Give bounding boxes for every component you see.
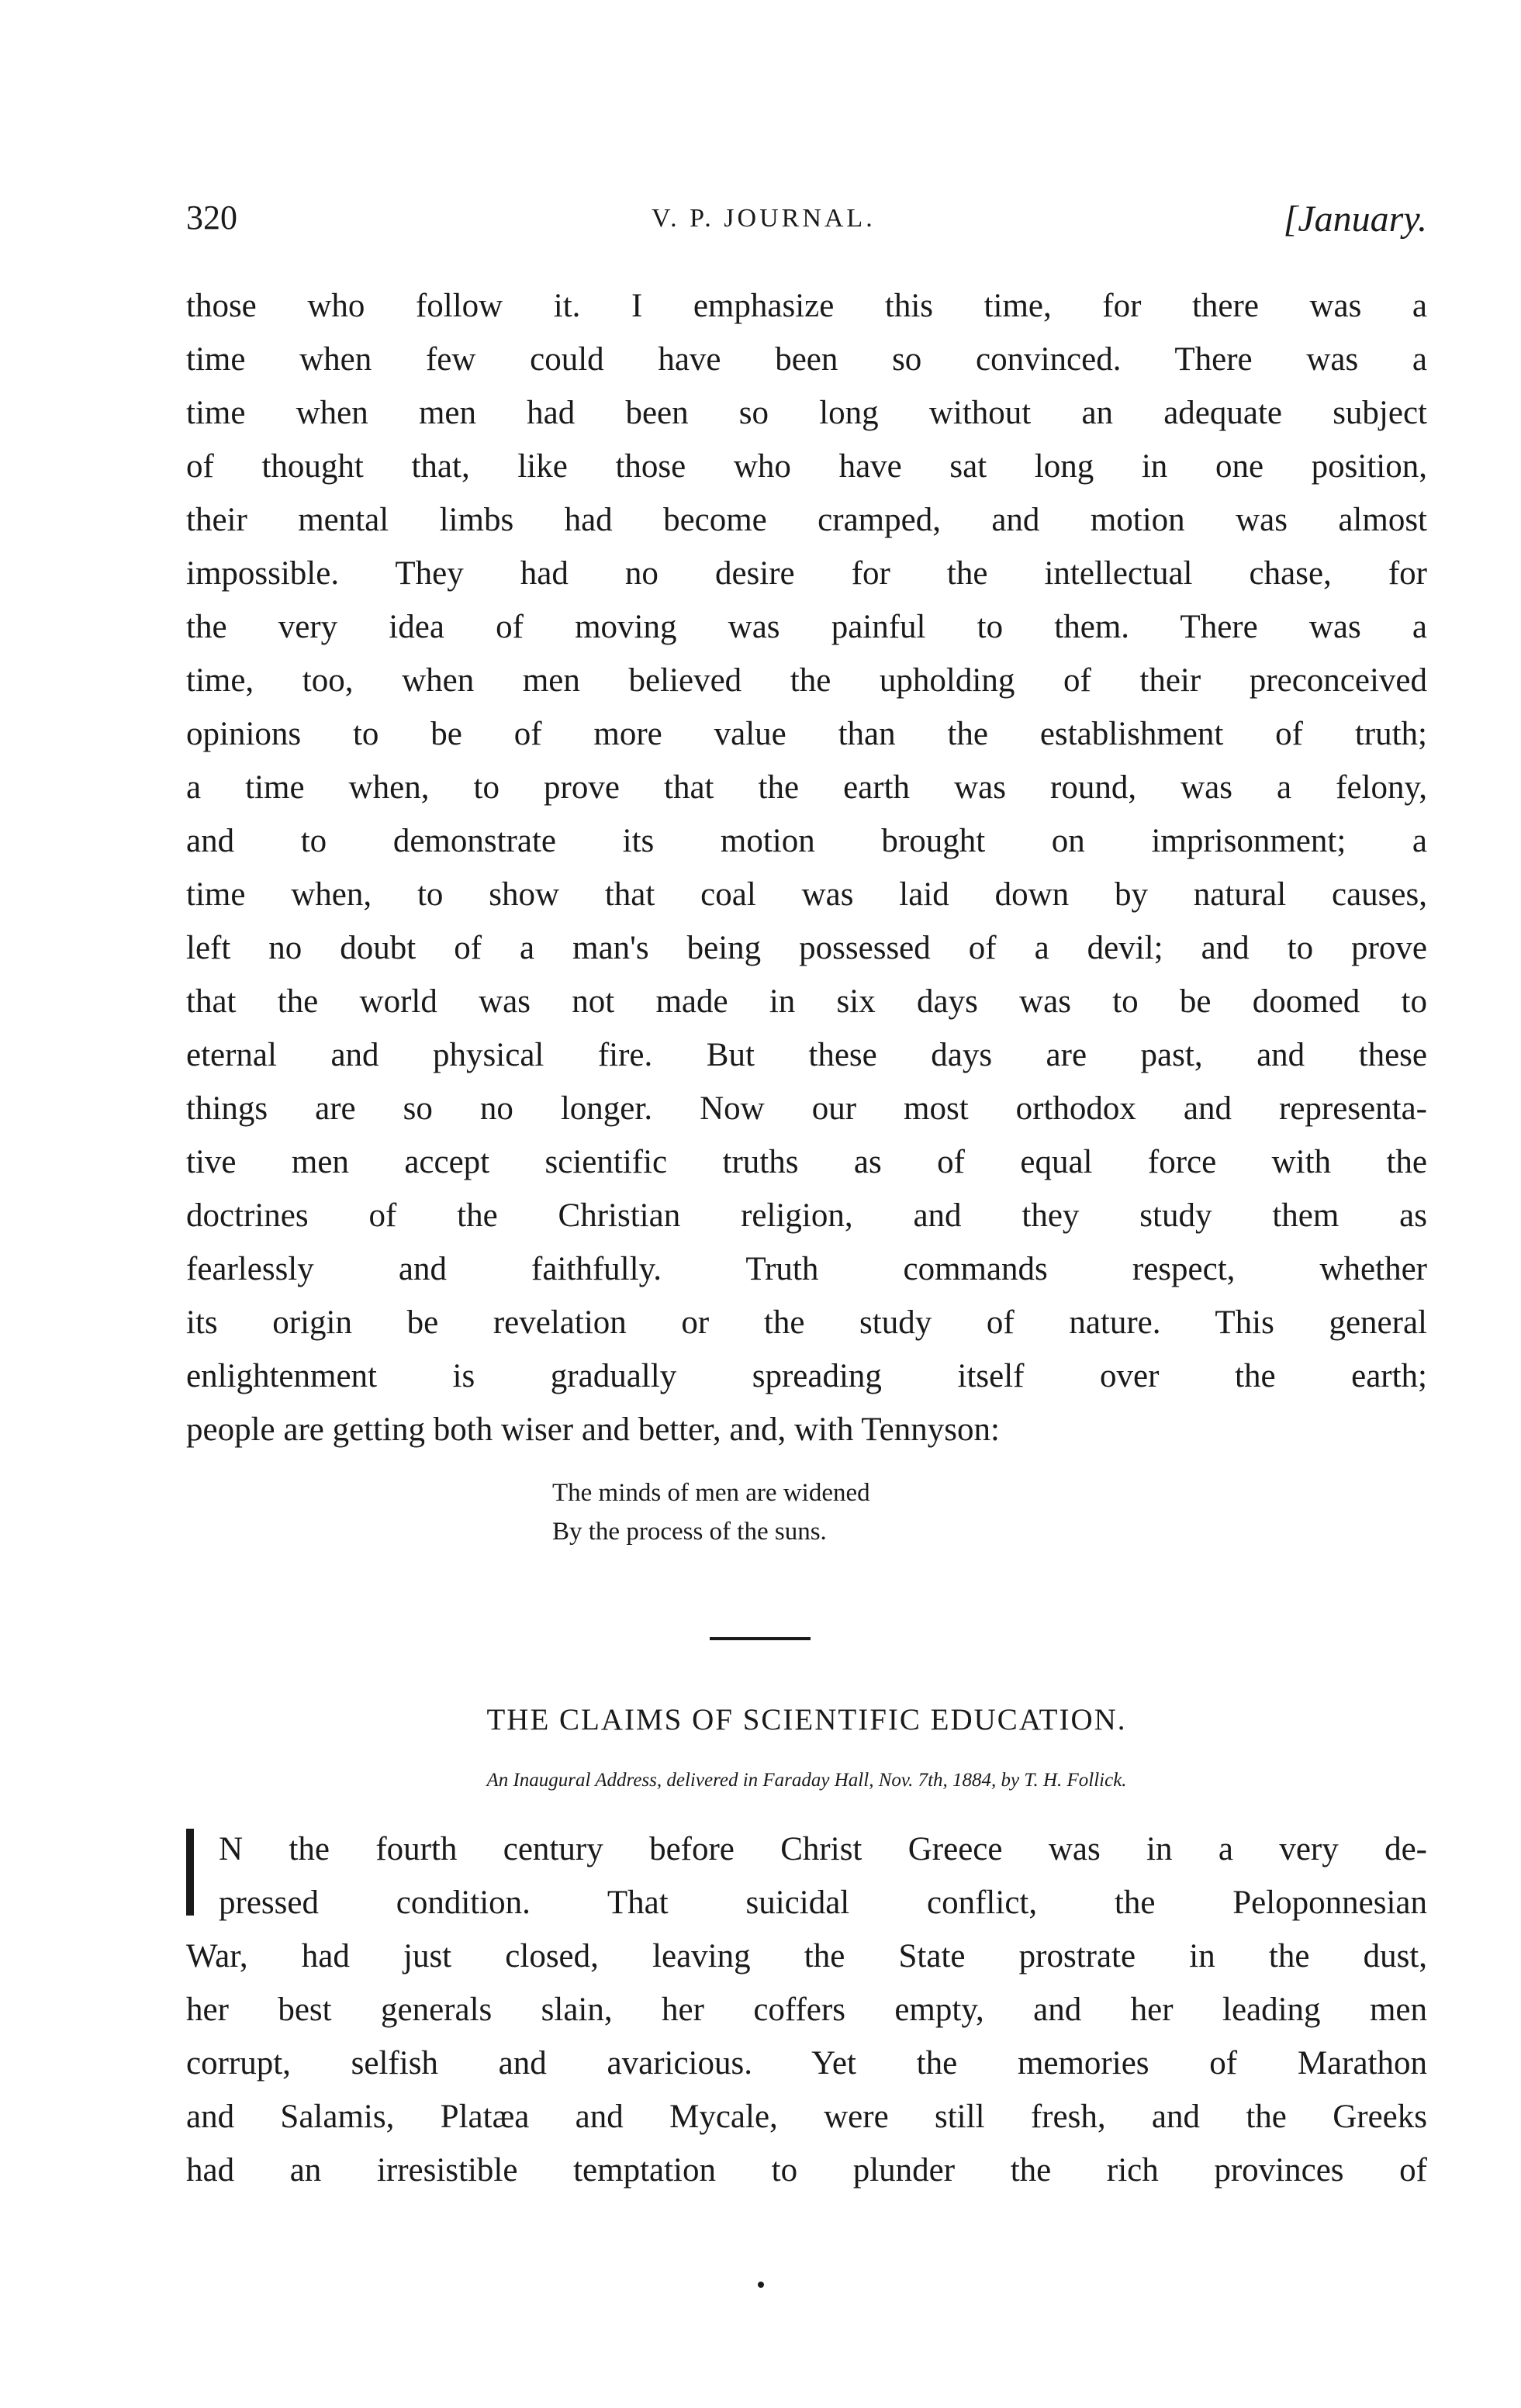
- text-line: eternal and physical fire. But these days are past, and these: [186, 1037, 1427, 1073]
- poem-line: By the process of the suns.: [552, 1518, 827, 1546]
- running-head-month: [January.: [1283, 199, 1427, 240]
- text-line: time when, to show that coal was laid down by natural causes,: [186, 876, 1427, 913]
- text-line: left no doubt of a man's being possessed of a devil; and to prove: [186, 930, 1427, 966]
- text-line: time when few could have been so convinced. There was a: [186, 341, 1427, 378]
- text-line: her best generals slain, her coffers empty, and her leading men: [186, 1992, 1427, 2028]
- text-line: War, had just closed, leaving the State prostrate in the dust,: [186, 1938, 1427, 1974]
- text-line: and Salamis, Platæa and Mycale, were still fresh, and the Greeks: [186, 2099, 1427, 2135]
- article-subtitle: An Inaugural Address, delivered in Faraday Hall, Nov. 7th, 1884, by T. H. Follick.: [486, 1770, 1127, 1791]
- text-line: its origin be revelation or the study of nature. This general: [186, 1304, 1427, 1341]
- page-foot-dot: [758, 2282, 764, 2288]
- text-line: the very idea of moving was painful to them. There was a: [186, 609, 1427, 645]
- text-line: pressed condition. That suicidal conflict, the Peloponnesian: [219, 1885, 1427, 1921]
- article-body: [186, 1822, 1427, 2197]
- text-line: had an irresistible temptation to plunder the rich provinces of: [186, 2152, 1427, 2189]
- text-line: tive men accept scientific truths as of equal force with the: [186, 1144, 1427, 1180]
- text-line: corrupt, selfish and avaricious. Yet the memories of Marathon: [186, 2045, 1427, 2082]
- poem-line: The minds of men are widened: [552, 1479, 870, 1507]
- article-title: THE CLAIMS OF SCIENTIFIC EDUCATION.: [486, 1703, 1127, 1736]
- tennyson-quotation: [552, 1473, 870, 1551]
- text-line: people are getting both wiser and better, and, with Tennyson:: [186, 1411, 1000, 1448]
- text-line: time, too, when men believed the upholding of their preconceived: [186, 662, 1427, 699]
- text-line: time when men had been so long without an adequate subject: [186, 395, 1427, 431]
- text-line: impossible. They had no desire for the intellectual chase, for: [186, 555, 1427, 592]
- section-divider-rule: [710, 1637, 811, 1640]
- text-line: things are so no longer. Now our most orthodox and representa-: [186, 1090, 1427, 1127]
- running-head: [186, 198, 1427, 252]
- text-line: of thought that, like those who have sat long in one position,: [186, 448, 1427, 485]
- text-line: and to demonstrate its motion brought on imprisonment; a: [186, 823, 1427, 859]
- journal-title: V. P. JOURNAL.: [652, 204, 876, 233]
- text-line: N the fourth century before Christ Greece was in a very de-: [219, 1831, 1427, 1867]
- text-line: fearlessly and faithfully. Truth commands respect, whether: [186, 1251, 1427, 1287]
- page-number: 320: [186, 199, 237, 237]
- text-line: doctrines of the Christian religion, and they study them as: [186, 1197, 1427, 1234]
- text-line: enlightenment is gradually spreading itself over the earth;: [186, 1358, 1427, 1394]
- drop-cap-initial: [186, 1829, 194, 1916]
- continued-paragraph: [186, 279, 1427, 1456]
- text-line: those who follow it. I emphasize this time, for there was a: [186, 288, 1427, 324]
- text-line: that the world was not made in six days was to be doomed to: [186, 983, 1427, 1020]
- text-line: a time when, to prove that the earth was round, was a felony,: [186, 769, 1427, 806]
- text-line: their mental limbs had become cramped, and motion was almost: [186, 502, 1427, 538]
- text-line: opinions to be of more value than the establishment of truth;: [186, 716, 1427, 752]
